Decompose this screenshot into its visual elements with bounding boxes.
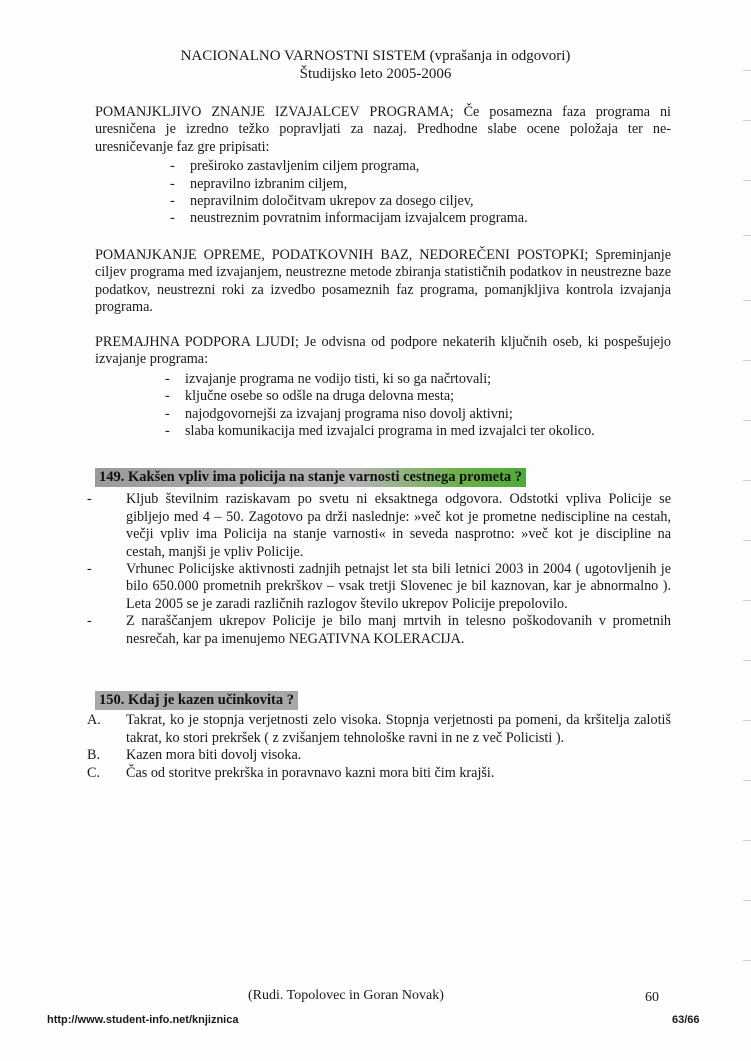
page-count: 63/66 — [672, 1014, 700, 1026]
section-pomanjkanje-opreme — [95, 247, 671, 317]
answer-list — [87, 712, 671, 782]
footer-url-link[interactable]: http://www.student-info.net/knjiznica — [47, 1014, 239, 1026]
section-premajhna-podpora — [95, 334, 671, 440]
list-item: - nepravilno izbranim ciljem, — [170, 176, 671, 193]
question-heading: 149. Kakšen vpliv ima policija na stanje varnosti cestnega prometa ? — [95, 468, 526, 487]
question-149 — [87, 468, 671, 648]
question-150 — [87, 691, 671, 782]
document-subtitle: Študijsko leto 2005-2006 — [299, 66, 452, 82]
section-text: POMANJKLJIVO ZNANJE IZVAJALCEV PROGRAMA; Če posamezna faza programa ni uresničena je izredno težko popravljati za nazaj. Predhodne slabe ocene položaja ter ne-uresničevanje faz gre pripisati: — [95, 104, 671, 155]
list-item: - najodgovornejši za izvajanj programa niso dovolj aktivni; — [165, 406, 671, 423]
section-text: PREMAJHNA PODPORA LJUDI; Je odvisna od podpore nekaterih ključnih oseb, ki pospešujejo izvajanje programa: — [95, 334, 671, 368]
answer-item-a: A. Takrat, ko je stopnja verjetnosti zelo visoka. Stopnja verjetnosti pa pomeni, da kršitelja zalotiš takrat, ko stori prekršek ( z zvišanjem tehnološke ravni in ne z več Policisti ). — [87, 712, 671, 746]
bullet-list — [165, 371, 671, 441]
list-item: - izvajanje programa ne vodijo tisti, ki so ga načrtovali; — [165, 371, 671, 388]
list-item: - neustreznim povratnim informacijam izvajalcem programa. — [170, 210, 671, 227]
page-header — [0, 47, 751, 83]
page-number: 60 — [645, 990, 659, 1005]
footer-author: (Rudi. Topolovec in Goran Novak) — [248, 988, 444, 1003]
list-item: - preširoko zastavljenim ciljem programa, — [170, 158, 671, 175]
list-item: - slaba komunikacija med izvajalci programa in med izvajalci ter okolico. — [165, 423, 671, 440]
answer-item: - Kljub številnim raziskavam po svetu ni eksaktnega odgovora. Odstotki vpliva Policije se gibljejo med 4 – 50. Zagotovo pa drži naslednje: »več kot je prometne nediscipline na cestah, večji vpliv ima Policija na stanje varnosti« in seveda nasprotno: »več kot je discipline na cestah, manjši je vpliv Policije. — [87, 491, 671, 560]
bullet-list — [170, 158, 671, 228]
section-text: POMANJKANJE OPREME, PODATKOVNIH BAZ, NEDOREČENI POSTOPKI; Spreminjanje ciljev programa med izvajanjem, neustrezne metode zbiranja statističnih podatkov in neustrezne baze podatkov, neustrezni roki za izvedbo posameznih faz programa, pomanjkljiva kontrola izvajanja programa. — [95, 247, 671, 316]
section-pomanjkljivo-znanje — [95, 104, 671, 228]
list-item: - ključne osebe so odšle na druga delovna mesta; — [165, 388, 671, 405]
question-heading: 150. Kdaj je kazen učinkovita ? — [95, 691, 298, 710]
document-title: NACIONALNO VARNOSTNI SISTEM (vprašanja in odgovori) — [180, 48, 571, 64]
answer-item-b: B. Kazen mora biti dovolj visoka. — [87, 747, 302, 764]
answer-item: - Vrhunec Policijske aktivnosti zadnjih petnajst let sta bili letnici 2003 in 2004 ( ugotovljenih je bilo 650.000 prometnih prekrškov – vsak tretji Slovenec je bil kaznovan, kar je abnormalno ). Leta 2005 se je zaradi različnih razlogov število ukrepov Policije prepolovilo. — [87, 561, 671, 612]
list-item: - nepravilnim določitvam ukrepov za dosego ciljev, — [170, 193, 671, 210]
answer-list — [87, 491, 671, 648]
answer-item: - Z naraščanjem ukrepov Policije je bilo manj mrtvih in telesno poškodovanih v prometnih nesrečah, kar pa imenujemo NEGATIVNA KOLERACIJA. — [87, 613, 671, 647]
right-edge-marks — [741, 60, 751, 1000]
answer-item-c: C. Čas od storitve prekrška in poravnavo kazni mora biti čim krajši. — [87, 764, 495, 781]
